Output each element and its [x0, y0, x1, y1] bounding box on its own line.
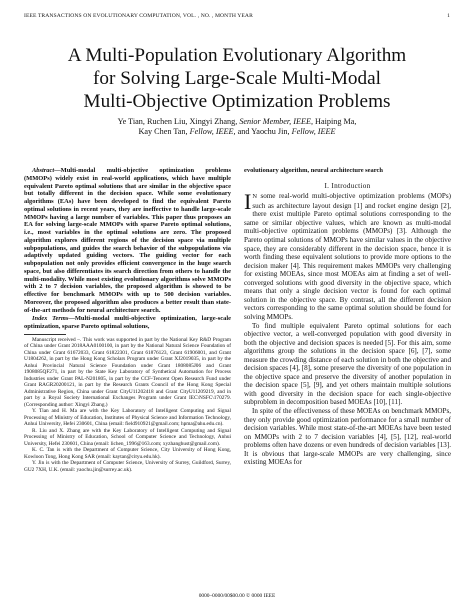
author-names: and Yaochu Jin,: [237, 127, 290, 137]
author-line-2: [40, 127, 434, 137]
footnote-funding: Manuscript received –. This work was supported in part by the National Key R&D Program of China under Grant 2018AAA0100100, in part by the National Natural Science Foundation of China under Grant 61672033, Grant 61822301, Grant 61876123, Grant 61906001, and Grant U1804262, in part by the Hong Kong Scholars Program under Grant XJ2019035, in part by the Anhui Provincial Natural Science Foundation under Grant 1808085J06 and Grant 1908085QF271, in part by the State Key Laboratory of Synthetical Automation for Process Industries under Grant PAL-N201805, in part by the CCF-Tencent Open Research Fund under Grant RAGR20200121, in part by the Research Grants Council of the Hong Kong Special Administrative Region, China under Grant CityU11202418 and Grant CityU11209219, and in part by a Royal Society International Exchanges Program under Grant IEC\NSFC\170279. (Corresponding author: Xingyi Zhang.): [24, 336, 231, 408]
journal-name: IEEE TRANSACTIONS ON EVOLUTIONARY COMPUTATION, VOL. , NO. , MONTH YEAR: [24, 13, 253, 19]
abstract: [24, 167, 231, 314]
abstract-lead: Abstract: [32, 167, 55, 174]
author-membership: Senior Member, IEEE,: [239, 117, 313, 126]
paper-title: [20, 44, 454, 113]
index-terms-text: —Multi-modal multi-objective optimization, large-scale optimization, sparse Pareto optimal solutions,: [24, 315, 231, 330]
author-names: Ye Tian, Ruchen Liu, Xingyi Zhang,: [117, 117, 238, 126]
index-terms-continued: evolutionary algorithm, neural architecture search: [244, 167, 383, 174]
title-line-1: A Multi-Population Evolutionary Algorithm: [67, 45, 407, 66]
title-line-3: Multi-Objective Optimization Problems: [83, 91, 391, 112]
footnote-affiliation: R. Liu and X. Zhang are with the Key Laboratory of Intelligent Computing and Signal Processing of Ministry of Education, School of Computer Science and Technology, Anhui University, Hefei 230601, China (email: lichen_1996@163.com; xyzhanghust@gmail.com).: [24, 427, 231, 447]
right-column: [244, 167, 451, 467]
title-line-2: for Solving Large-Scale Multi-Modal: [93, 68, 381, 89]
author-list: [40, 117, 434, 138]
author-membership: Fellow, IEEE,: [189, 127, 236, 137]
section-heading: I. Introduction: [324, 181, 371, 190]
paragraph-text: some real-world multi-objective optimization problems (MOPs) such as architecture layout design [1] and rocket engine design [2], there exist multiple Pareto optimal solutions corresponding to the same or similar objective values, which are known as multi-modal multi-objective optimization problems (MMOPs) [3]. Although the Pareto optimal solutions of MMOPs have similar values in the objective space, they are considerably different in the decision space, hence it is worth finding these equivalent solutions to provide more options to the decision maker [4]. This requirement makes MMOPs very challenging for existing MOEAs, since most MOEAs aim at finding a set of well-converged solutions with good diversity in the objective space, which means that only a single decision vector is found for each optimal solution in the objective space. By contrast, all the different decision vectors corresponding to the same optimal solution should be found for solving MMOPs.: [244, 192, 451, 321]
footnote-rule: [24, 334, 66, 335]
author-names: Kay Chen Tan,: [138, 127, 188, 137]
author-names: Haiping Ma,: [315, 117, 357, 126]
index-terms-lead: Index Terms: [32, 315, 69, 323]
index-terms: [24, 315, 231, 331]
footnote-affiliation: K. C. Tan is with the Department of Computer Science, City University of Hong Kong, Kowloon Tong, Hong Kong SAR (email: kaytan@cityu.edu.hk).: [24, 447, 231, 460]
author-membership: Fellow, IEEE: [291, 127, 336, 137]
left-column: [24, 167, 231, 473]
page-number: 1: [447, 13, 450, 19]
abstract-text: —Multi-modal multi-objective optimization problems (MMOPs) widely exist in real-world applications, which have multiple equivalent Pareto optimal solutions that are similar in the objective space but totally different in the decision space. While some evolutionary algorithms (EAs) have been developed to find the equivalent Pareto optimal solutions in recent years, they are ineffective to handle large-scale MMOPs having a large number of variables. This paper thus proposes an EA for solving large-scale MMOPs with sparse Pareto optimal solutions, i.e., most variables in the optimal solutions are zero. The proposed algorithm explores different regions of the decision space via multiple subpopulations, and guides the search behavior of the subpopulations via adaptively updated guiding vectors. The guiding vector for each subpopulation not only provides efficient convergence in the huge search space, but also differentiates its search direction from others to handle the multi-modality. While most existing evolutionary algorithms solve MMOPs with 2 to 7 decision variables, the proposed algorithm is showed to be effective for benchmark MMOPs with up to 500 decision variables. Moreover, the proposed algorithm also produces a better result than state-of-the-art methods for neural architecture search.: [24, 167, 231, 314]
copyright-footer: 0000–0000/00$00.00 © 0000 IEEE: [198, 593, 276, 599]
intro-paragraph-1: [244, 189, 451, 321]
running-header: [24, 13, 450, 23]
intro-paragraph-2: To find multiple equivalent Pareto optimal solutions for each objective vector, a well-converged population with good diversity in both the objective and decision spaces is needed [5]. For this aim, some algorithms group the solutions in the decision space [6], [7], some measure the crowding distance of each solution in both the objective and decision spaces [4], [8], some preserve the diversity of one population in the objective space and preserve the diversity of another population in the decision space [5], [9], and yet others maintain multiple solutions with good diversity in the decision space for each single-objective subproblem in decomposition based MOEAs [10], [11].: [244, 321, 451, 407]
drop-cap: I: [244, 189, 252, 215]
intro-paragraph-3: In spite of the effectiveness of these MOEAs on benchmark MMOPs, they only provide good optimization performance for a small number of decision variables. While most state-of-the-art MOEAs have been tested on MMOPs with 2 to 7 decision variables [4], [5], [12], real-world problems often have dozens or even hundreds of decision variables [13]. It is obvious that large-scale MMOPs are very challenging, since existing MOEAs for: [244, 406, 451, 467]
first-word: N: [252, 193, 257, 201]
author-line-1: [40, 117, 434, 127]
footnote-affiliation: Y. Tian and H. Ma are with the Key Laboratory of Intelligent Computing and Signal Processing of Ministry of Education, Institutes of Physical Science and Information Technology, Anhui University, Hefei 230601, China (email: field910921@gmail.com; hpma@ahu.edu.cn).: [24, 408, 231, 428]
footnote-affiliation: Y. Jin is with the Department of Computer Science, University of Surrey, Guildford, Surrey, GU2 7XH, U.K. (email: yaochu.jin@surrey.ac.uk).: [24, 460, 231, 473]
